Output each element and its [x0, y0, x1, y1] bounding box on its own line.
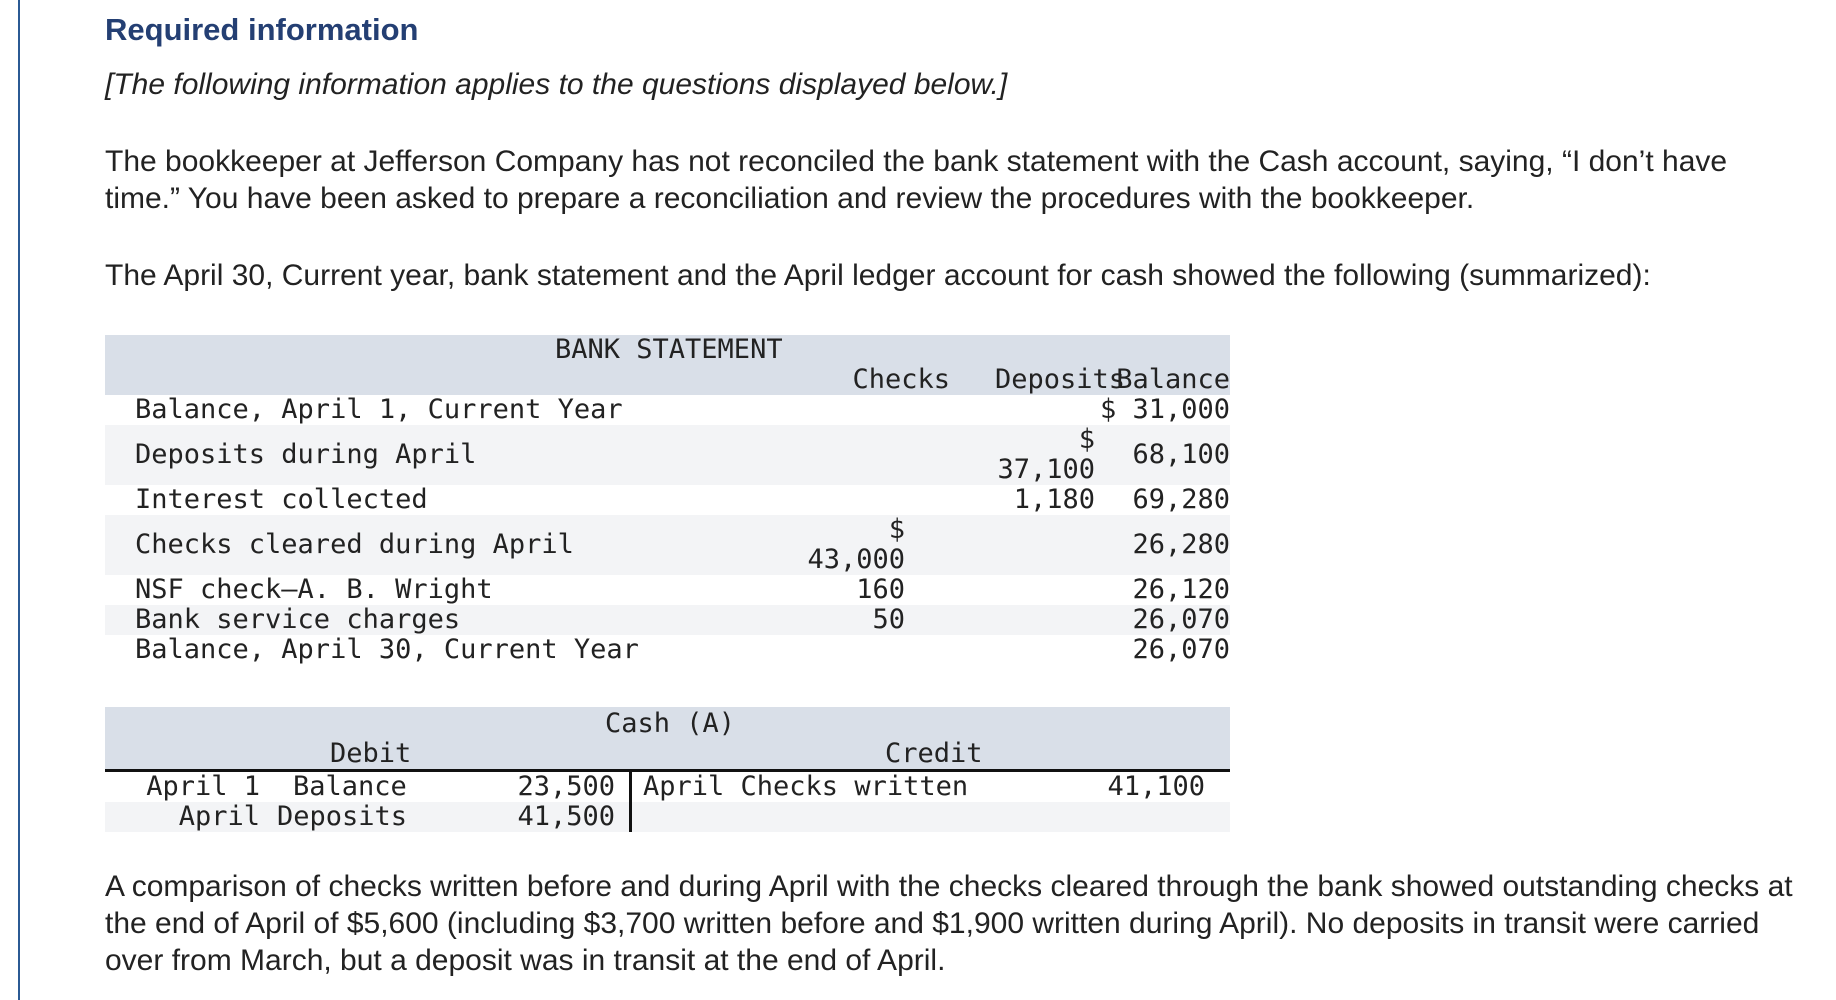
debit-header: Debit — [330, 738, 412, 769]
paragraph-statement-intro: The April 30, Current year, bank statement and the April ledger account for cash showed the following (summarized): — [105, 259, 1651, 292]
debit-label: Balance — [293, 771, 407, 802]
debit-label: Deposits — [277, 801, 408, 832]
checks-dollar-sign: $ — [888, 514, 905, 545]
row-label: Balance, April 1, Current Year — [135, 394, 623, 425]
column-header-checks: Checks — [852, 364, 950, 395]
paragraph-bookkeeper: The bookkeeper at Jefferson Company has not reconciled the bank statement with the Cash account, saying, “I don’t have time.” You have been asked to prepare a reconciliation and review the procedures with the bookkeeper. — [105, 145, 1728, 215]
debit-date: April — [178, 801, 260, 832]
row-balance: 68,100 — [1132, 439, 1230, 470]
debit-date: April 1 — [146, 771, 260, 802]
deposits-dollar-sign: $ — [1078, 424, 1095, 455]
t-account-vertical-rule — [629, 769, 632, 832]
paragraph-outstanding-checks: A comparison of checks written before and during April with the checks cleared through the bank showed outstanding checks at the end of April of $5,600 (including $3,700 written before and $1,900 written during April). No deposits in transit were carried over from March, but a deposit was in transit at the end of April. — [105, 870, 1793, 977]
row-deposits: 1,180 — [1013, 484, 1095, 515]
cash-t-account — [105, 707, 1230, 832]
required-information-heading: Required information — [105, 12, 419, 47]
bank-statement-table — [105, 335, 1230, 680]
credit-header: Credit — [885, 738, 983, 769]
row-label: Deposits during April — [135, 439, 477, 470]
credit-label: April Checks written — [643, 771, 969, 802]
row-balance: 26,070 — [1132, 634, 1230, 665]
cash-account-title: Cash (A) — [605, 708, 736, 739]
column-header-balance: Balance — [1116, 364, 1230, 395]
row-checks: 160 — [856, 574, 905, 605]
row-balance: 26,280 — [1132, 529, 1230, 560]
debit-amount: 23,500 — [517, 771, 615, 802]
row-balance: 69,280 — [1132, 484, 1230, 515]
row-label: Interest collected — [135, 484, 428, 515]
row-balance: 26,070 — [1132, 604, 1230, 635]
left-border — [18, 0, 20, 1000]
row-deposits: 37,100 — [997, 454, 1095, 485]
row-checks: 50 — [872, 604, 905, 635]
intro-note: [The following information applies to the questions displayed below.] — [105, 68, 1008, 101]
row-label: Balance, April 30, Current Year — [135, 634, 639, 665]
column-header-deposits: Deposits — [994, 364, 1125, 395]
row-label: Checks cleared during April — [135, 529, 574, 560]
credit-amount: 41,100 — [1107, 771, 1205, 802]
row-balance: $ 31,000 — [1099, 394, 1230, 425]
row-label: NSF check—A. B. Wright — [135, 574, 493, 605]
row-label: Bank service charges — [135, 604, 461, 635]
debit-amount: 41,500 — [517, 801, 615, 832]
row-balance: 26,120 — [1132, 574, 1230, 605]
row-checks: 43,000 — [807, 544, 905, 575]
bank-statement-title: BANK STATEMENT — [555, 334, 783, 365]
